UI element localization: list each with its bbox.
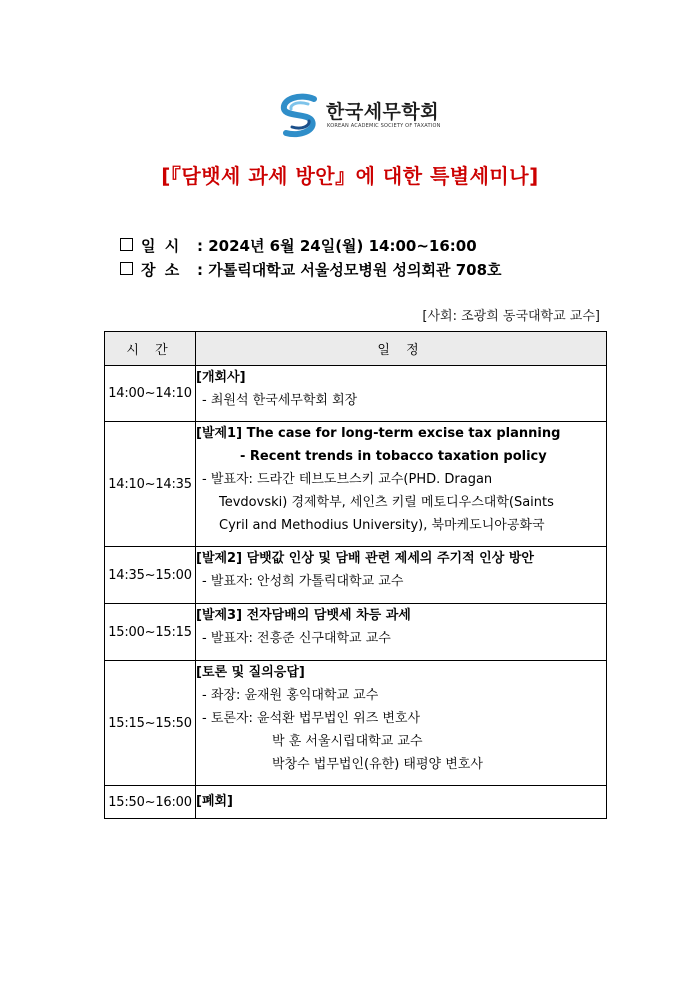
- schedule-table: [104, 331, 607, 819]
- table-row: [105, 366, 607, 422]
- schedule-cell: [196, 661, 607, 786]
- checkbox-icon: [120, 238, 133, 251]
- place-value: : 가톨릭대학교 서울성모병원 성의회관 708호: [197, 261, 502, 279]
- date-label: 일 시: [141, 237, 182, 255]
- date-value: : 2024년 6월 24일(월) 14:00~16:00: [197, 237, 477, 255]
- place-label: 장 소: [141, 261, 182, 279]
- item-detail: - 발표자: 안성희 가톨릭대학교 교수: [202, 574, 404, 589]
- item-subheading: - Recent trends in tobacco taxation policy: [240, 449, 547, 464]
- table-row: [105, 604, 607, 661]
- item-detail: - 최원석 한국세무학회 회장: [202, 393, 358, 408]
- schedule-cell: [196, 422, 607, 547]
- table-header-row: [105, 332, 607, 366]
- society-emblem-icon: [278, 93, 322, 139]
- header-schedule: 일 정: [196, 332, 607, 366]
- society-logo: [278, 93, 441, 139]
- item-detail: - 발표자: 전흥준 신구대학교 교수: [202, 631, 391, 646]
- item-heading: [발제1] The case for long-term excise tax planning: [196, 426, 561, 441]
- table-row: [105, 547, 607, 604]
- time-cell: 15:50~16:00: [105, 786, 196, 819]
- moderator-note: [사회: 조광희 동국대학교 교수]: [422, 309, 600, 324]
- item-detail: Tevdovski) 경제학부, 세인츠 키릴 메토디우스대학(Saints: [219, 495, 554, 510]
- item-detail: 박창수 법무법인(유한) 태평양 변호사: [272, 757, 483, 772]
- checkbox-icon: [120, 262, 133, 275]
- item-heading: [발제2] 담뱃값 인상 및 담배 관련 제세의 주기적 인상 방안: [196, 551, 534, 566]
- item-detail: 박 훈 서울시립대학교 교수: [272, 734, 423, 749]
- time-cell: 14:10~14:35: [105, 422, 196, 547]
- item-heading: [발제3] 전자담배의 담뱃세 차등 과세: [196, 608, 411, 623]
- schedule-cell: [196, 786, 607, 819]
- time-cell: 15:00~15:15: [105, 604, 196, 661]
- item-detail: - 좌장: 윤재원 홍익대학교 교수: [202, 688, 379, 703]
- item-detail: - 발표자: 드라간 테브도브스키 교수(PHD. Dragan: [202, 472, 493, 487]
- seminar-title: [『담뱃세 과세 방안』에 대한 특별세미나]: [161, 164, 539, 188]
- table-row: [105, 661, 607, 786]
- time-cell: 14:00~14:10: [105, 366, 196, 422]
- table-row: [105, 786, 607, 819]
- schedule-cell: [196, 604, 607, 661]
- header-time: 시 간: [105, 332, 196, 366]
- schedule-cell: [196, 547, 607, 604]
- date-row: [120, 235, 477, 256]
- schedule-cell: [196, 366, 607, 422]
- table-row: [105, 422, 607, 547]
- item-heading: [토론 및 질의응답]: [196, 665, 305, 680]
- logo-name-english: KOREAN ACADEMIC SOCIETY OF TAXATION: [327, 123, 441, 129]
- time-cell: 14:35~15:00: [105, 547, 196, 604]
- item-detail: Cyril and Methodius University), 북마케도니아공화국: [219, 518, 545, 533]
- time-cell: 15:15~15:50: [105, 661, 196, 786]
- item-detail: - 토론자: 윤석환 법무법인 위즈 변호사: [202, 711, 421, 726]
- place-row: [120, 259, 502, 280]
- item-heading: [개회사]: [196, 370, 246, 385]
- item-heading: [폐회]: [196, 794, 233, 809]
- logo-name-korean: 한국세무학회: [326, 101, 440, 123]
